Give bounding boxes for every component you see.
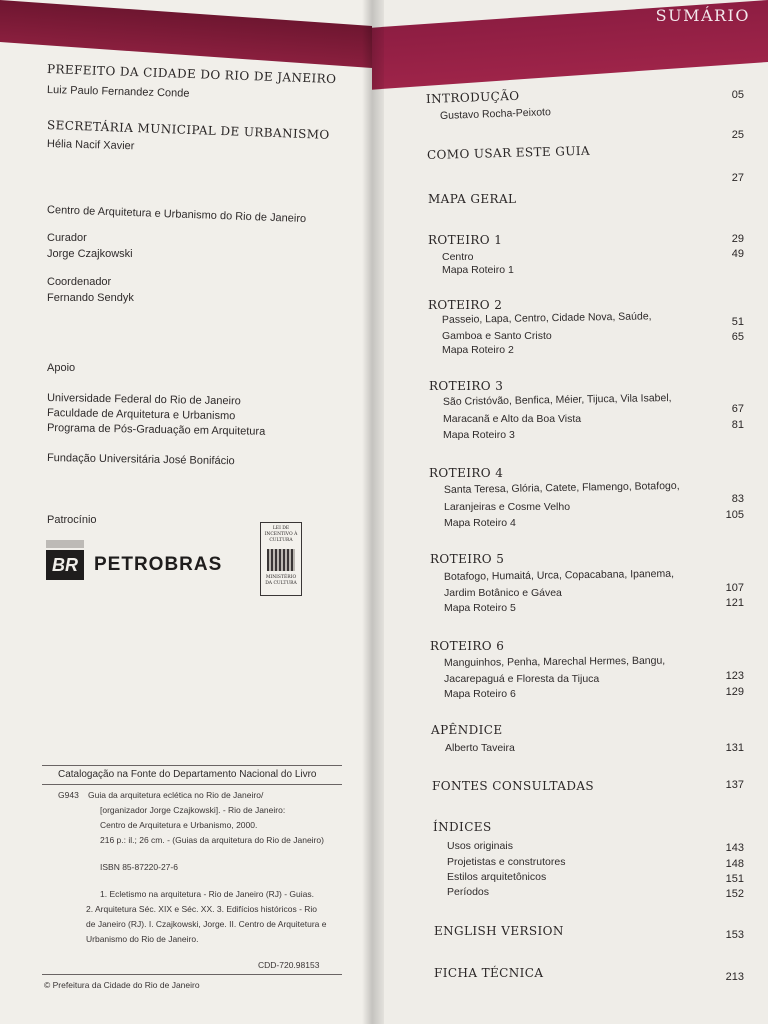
seal-image <box>267 549 295 571</box>
toc-roteiro-2-line-1: Passeio, Lapa, Centro, Cidade Nova, Saúde, <box>441 310 652 326</box>
apoio-line-2: Faculdade de Arquitetura e Urbanismo <box>46 407 236 423</box>
toc-roteiro-1: ROTEIRO 1 <box>428 233 503 247</box>
catalog-line-2: [organizador Jorge Czajkowski]. - Rio de Janeiro: <box>100 805 286 815</box>
toc-english-page: 153 <box>725 929 744 941</box>
left-top-band <box>0 0 372 68</box>
seal-bottom-text: MINISTÉRIO DA CULTURA <box>265 575 297 586</box>
toc-roteiro-2: ROTEIRO 2 <box>428 298 503 312</box>
toc-roteiro-5-page-1: 107 <box>725 582 744 594</box>
secretaria-name: Hélia Nacif Xavier <box>46 138 135 153</box>
toc-introducao-author: Gustavo Rocha-Peixoto <box>439 106 552 122</box>
culture-seal <box>260 522 302 596</box>
centro-name: Centro de Arquitetura e Urbanismo do Rio de Janeiro <box>46 204 307 226</box>
sponsor-logo-text: PETROBRAS <box>94 554 223 575</box>
catalog-code: G943 <box>58 790 79 800</box>
toc-indices-item-1: Usos originais <box>447 840 513 852</box>
toc-roteiro-5-line-3: Mapa Roteiro 5 <box>444 602 516 614</box>
catalog-line-4: 216 p.: il.; 26 cm. - (Guias da arquitetura do Rio de Janeiro) <box>100 835 324 845</box>
toc-como-usar: COMO USAR ESTE GUIA <box>426 143 591 162</box>
toc-indices-item-2: Projetistas e construtores <box>447 856 566 868</box>
toc-roteiro-4-page-2: 105 <box>725 509 744 521</box>
book-gutter <box>362 0 384 1024</box>
secretaria-title: SECRETÁRIA MUNICIPAL DE URBANISMO <box>46 118 330 142</box>
catalog-line-1: Guia da arquitetura eclética no Rio de Janeiro/ <box>88 790 264 800</box>
toc-mapa-geral-page: 27 <box>731 172 744 184</box>
toc-roteiro-3-page-2: 81 <box>731 419 744 431</box>
toc-roteiro-3-line-1: São Cristóvão, Benfica, Méier, Tijuca, Vila Isabel, <box>442 392 672 408</box>
toc-roteiro-3-page-1: 67 <box>731 403 744 415</box>
toc-roteiro-3-line-3: Mapa Roteiro 3 <box>443 429 515 441</box>
toc-ficha: FICHA TÉCNICA <box>434 966 544 980</box>
page-title: SUMÁRIO <box>655 6 750 25</box>
fundacao: Fundação Universitária José Bonifácio <box>46 452 235 468</box>
catalog-title-rule <box>42 784 342 785</box>
catalog-line-3: Centro de Arquitetura e Urbanismo, 2000. <box>100 820 258 830</box>
toc-como-usar-page: 25 <box>731 129 744 141</box>
apoio-label: Apoio <box>47 362 76 374</box>
toc-roteiro-4-page-1: 83 <box>731 493 744 505</box>
catalog-isbn: ISBN 85-87220-27-6 <box>100 862 178 872</box>
toc-roteiro-2-line-3: Mapa Roteiro 2 <box>442 344 514 356</box>
toc-roteiro-1-page-1: 29 <box>731 233 744 245</box>
toc-indices-page-3: 151 <box>725 873 744 885</box>
toc-roteiro-2-line-2: Gamboa e Santo Cristo <box>442 330 552 342</box>
toc-introducao: INTRODUÇÃO <box>425 88 520 106</box>
toc-roteiro-5-page-2: 121 <box>725 597 744 609</box>
toc-roteiro-1-line-1: Centro <box>442 251 474 263</box>
toc-indices-page-2: 148 <box>725 858 744 870</box>
curador-label: Curador <box>47 232 87 244</box>
toc-indices: ÍNDICES <box>433 820 492 834</box>
toc-roteiro-4-line-3: Mapa Roteiro 4 <box>444 517 516 529</box>
toc-roteiro-4: ROTEIRO 4 <box>429 466 504 480</box>
catalog-cdd: CDD-720.98153 <box>258 960 320 970</box>
subject-line-4: Urbanismo do Rio de Janeiro. <box>86 934 199 944</box>
toc-indices-item-3: Estilos arquitetônicos <box>447 871 547 883</box>
toc-roteiro-2-page-1: 51 <box>731 316 744 328</box>
coordenador-label: Coordenador <box>47 276 112 288</box>
subject-line-3: de Janeiro (RJ). I. Czajkowski, Jorge. II. Centro de Arquitetura e <box>86 919 327 929</box>
toc-indices-page-1: 143 <box>725 842 744 854</box>
catalog-top-rule <box>42 765 342 766</box>
toc-roteiro-5: ROTEIRO 5 <box>430 552 505 566</box>
toc-roteiro-6-line-1: Manguinhos, Penha, Marechal Hermes, Bangu, <box>443 654 666 669</box>
toc-roteiro-6-page-2: 129 <box>725 686 744 698</box>
toc-mapa-geral: MAPA GERAL <box>428 192 517 206</box>
toc-ficha-page: 213 <box>725 971 744 983</box>
seal-top-text: LEI DE INCENTIVO À CULTURA <box>264 526 298 543</box>
subject-line-1: 1. Ecletismo na arquitetura - Rio de Janeiro (RJ) - Guias. <box>100 889 315 899</box>
right-page <box>372 0 768 1024</box>
toc-roteiro-4-line-2: Laranjeiras e Cosme Velho <box>444 501 571 513</box>
toc-fontes-page: 137 <box>725 779 744 791</box>
prefeito-title: PREFEITO DA CIDADE DO RIO DE JANEIRO <box>46 62 337 87</box>
toc-roteiro-3-line-2: Maracanã e Alto da Boa Vista <box>443 413 582 425</box>
toc-fontes: FONTES CONSULTADAS <box>432 779 595 793</box>
curador-name: Jorge Czajkowski <box>47 248 133 260</box>
copyright: © Prefeitura da Cidade do Rio de Janeiro <box>44 980 200 990</box>
sponsor-logo-stripe <box>46 540 84 548</box>
apoio-line-3: Programa de Pós-Graduação em Arquitetura <box>46 422 266 438</box>
catalog-bottom-rule <box>42 974 342 975</box>
sponsor-logo-mark: BR <box>46 550 84 580</box>
toc-roteiro-6-page-1: 123 <box>725 670 744 682</box>
patrocinio-label: Patrocínio <box>47 514 97 526</box>
coordenador-name: Fernando Sendyk <box>47 292 134 304</box>
toc-roteiro-3: ROTEIRO 3 <box>429 379 504 393</box>
toc-roteiro-1-page-2: 49 <box>731 248 744 260</box>
toc-indices-page-4: 152 <box>725 888 744 900</box>
catalog-title: Catalogação na Fonte do Departamento Nacional do Livro <box>58 769 317 780</box>
toc-apendice-author: Alberto Taveira <box>445 742 515 754</box>
toc-roteiro-4-line-1: Santa Teresa, Glória, Catete, Flamengo, Botafogo, <box>443 479 680 496</box>
left-page <box>0 0 372 1024</box>
prefeito-name: Luiz Paulo Fernandez Conde <box>46 84 190 100</box>
toc-roteiro-5-line-2: Jardim Botânico e Gávea <box>444 587 562 599</box>
toc-roteiro-2-page-2: 65 <box>731 331 744 343</box>
toc-apendice: APÊNDICE <box>431 723 503 737</box>
toc-introducao-page: 05 <box>731 89 744 101</box>
apoio-line-1: Universidade Federal do Rio de Janeiro <box>46 392 241 408</box>
toc-roteiro-6: ROTEIRO 6 <box>430 639 505 653</box>
toc-apendice-page: 131 <box>725 742 744 754</box>
toc-roteiro-1-line-2: Mapa Roteiro 1 <box>442 264 514 276</box>
toc-roteiro-6-line-2: Jacarepaguá e Floresta da Tijuca <box>444 673 600 685</box>
toc-roteiro-6-line-3: Mapa Roteiro 6 <box>444 688 516 700</box>
toc-roteiro-5-line-1: Botafogo, Humaitá, Urca, Copacabana, Ipanema, <box>443 567 675 583</box>
subject-line-2: 2. Arquitetura Séc. XIX e Séc. XX. 3. Edifícios históricos - Rio <box>86 904 318 914</box>
toc-english: ENGLISH VERSION <box>434 924 564 938</box>
toc-indices-item-4: Períodos <box>447 886 490 898</box>
